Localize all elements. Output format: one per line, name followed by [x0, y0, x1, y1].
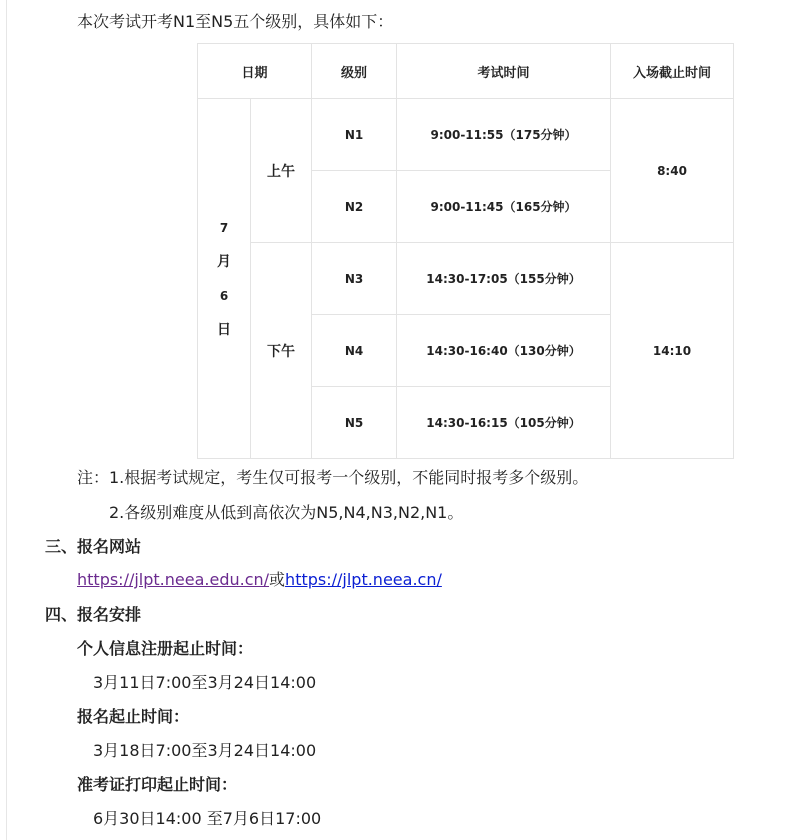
registration-info-label: 个人信息注册起止时间：	[77, 639, 254, 658]
registration-links	[77, 569, 442, 591]
time-cell: 14:30-16:15（105分钟）	[397, 387, 611, 459]
admission-ticket-period: 6月30日14:00 至7月6日17:00	[93, 809, 322, 828]
level-cell: N1	[312, 99, 397, 171]
level-cell: N5	[312, 387, 397, 459]
left-border-line	[6, 0, 7, 840]
date-month-char: 月	[217, 253, 231, 270]
time-cell: 14:30-16:40（130分钟）	[397, 315, 611, 387]
afternoon-label: 下午	[251, 243, 312, 459]
afternoon-cutoff: 14:10	[611, 243, 734, 459]
note-2: 2.各级别难度从低到高依次为N5,N4,N3,N2,N1。	[109, 503, 464, 522]
table-row	[198, 99, 734, 171]
time-cell: 14:30-17:05（155分钟）	[397, 243, 611, 315]
table-header-row	[198, 44, 734, 99]
header-date: 日期	[198, 44, 312, 99]
link-jlpt-neea[interactable]: https://jlpt.neea.cn/	[285, 570, 442, 589]
time-cell: 9:00-11:45（165分钟）	[397, 171, 611, 243]
level-cell: N2	[312, 171, 397, 243]
date-day-char: 日	[217, 321, 231, 338]
table-row	[198, 243, 734, 315]
admission-ticket-label: 准考证打印起止时间：	[77, 775, 238, 794]
link-jlpt-neea-edu[interactable]: https://jlpt.neea.edu.cn/	[77, 570, 270, 589]
note-1: 注：1.根据考试规定，考生仅可报考一个级别，不能同时报考多个级别。	[77, 468, 589, 487]
morning-cutoff: 8:40	[611, 99, 734, 243]
morning-label: 上午	[251, 99, 312, 243]
enrollment-period: 3月18日7:00至3月24日14:00	[93, 741, 317, 760]
level-cell: N4	[312, 315, 397, 387]
enrollment-label: 报名起止时间：	[77, 707, 190, 726]
registration-info-period: 3月11日7:00至3月24日14:00	[93, 673, 317, 692]
date-cell	[198, 99, 251, 459]
level-cell: N3	[312, 243, 397, 315]
links-or-text: 或	[269, 570, 286, 589]
date-day-number: 6	[219, 288, 229, 303]
exam-schedule-table	[197, 43, 734, 459]
section-4-heading: 四、报名安排	[45, 605, 142, 624]
header-level: 级别	[312, 44, 397, 99]
section-3-heading: 三、报名网站	[45, 537, 142, 556]
header-exam-time: 考试时间	[397, 44, 611, 99]
date-month-number: 7	[219, 220, 229, 235]
header-entry-cutoff: 入场截止时间	[611, 44, 734, 99]
time-cell: 9:00-11:55（175分钟）	[397, 99, 611, 171]
intro-text: 本次考试开考N1至N5五个级别，具体如下：	[77, 12, 394, 31]
